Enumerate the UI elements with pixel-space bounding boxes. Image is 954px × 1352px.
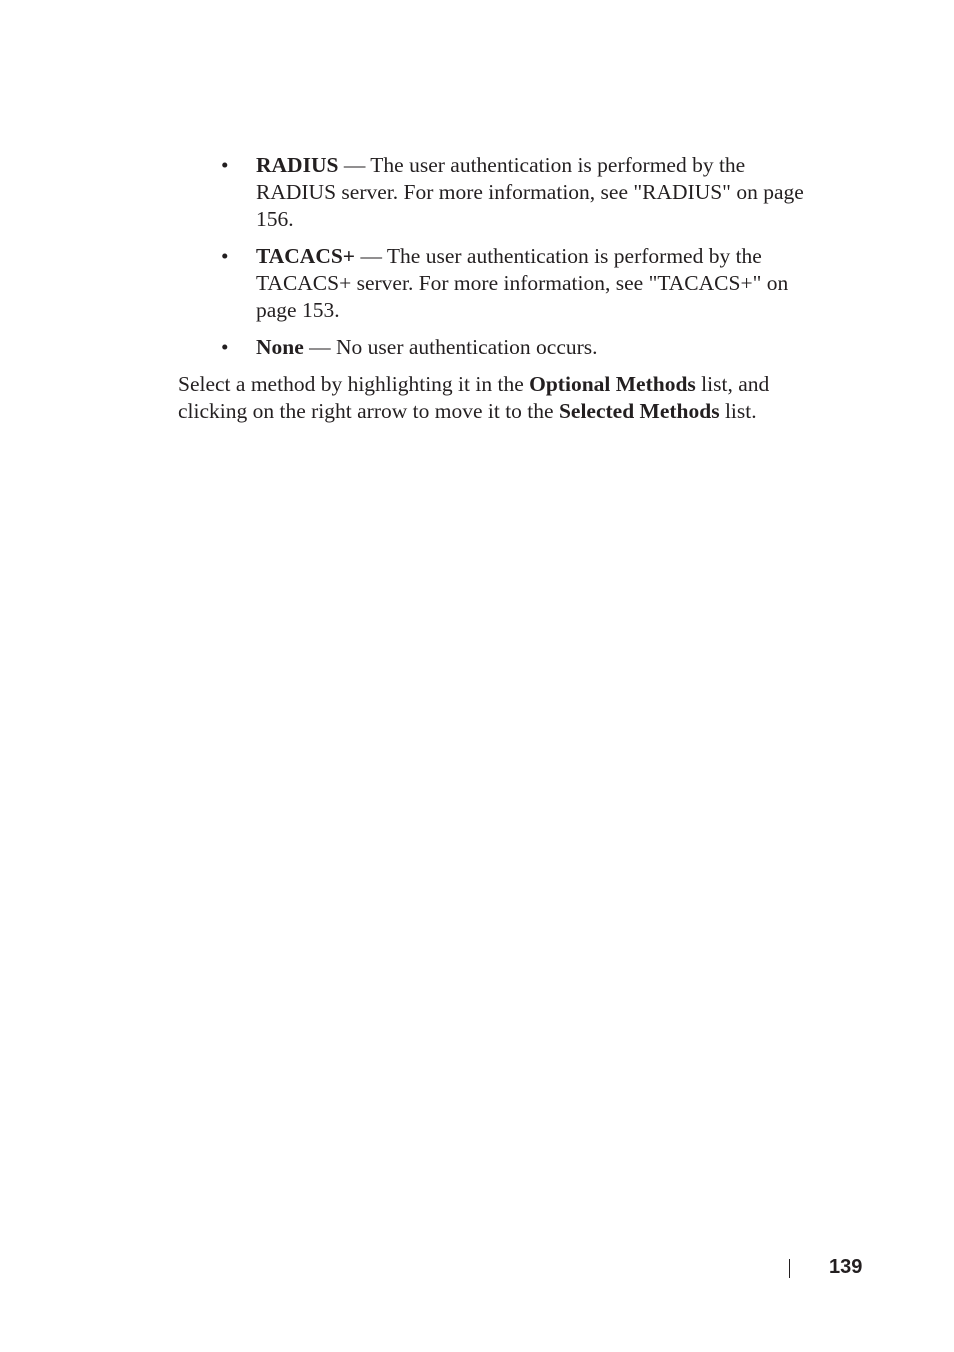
bullet-icon: • [221,335,229,359]
list-item-tacacs [178,243,828,324]
selected-methods-term: Selected Methods [558,399,720,423]
list-item-none [178,334,828,361]
term-radius: RADIUS [256,153,339,177]
footer-divider [789,1259,790,1278]
optional-methods-term: Optional Methods [529,372,696,396]
description-radius: — The user authentication is performed by the RADIUS server. For more information, see "RADIUS" on page 156. [256,153,804,231]
term-tacacs: TACACS+ [256,244,356,268]
page-content [178,152,828,425]
instruction-paragraph [178,371,828,425]
bullet-icon: • [221,244,229,268]
description-none: — No user authentication occurs. [303,335,598,359]
description-tacacs: — The user authentication is performed by the TACACS+ server. For more information, see "TACACS+" on page 153. [256,244,789,322]
auth-method-list [178,152,828,361]
paragraph-text-1: Select a method by highlighting it in the [178,372,530,396]
term-none: None [256,335,304,359]
page-number: 139 [829,1256,863,1278]
list-item-radius [178,152,828,233]
bullet-icon: • [221,153,229,177]
paragraph-text-2: list, and clicking on the right arrow to move it to the [178,372,770,423]
paragraph-text-3: list. [719,399,757,423]
